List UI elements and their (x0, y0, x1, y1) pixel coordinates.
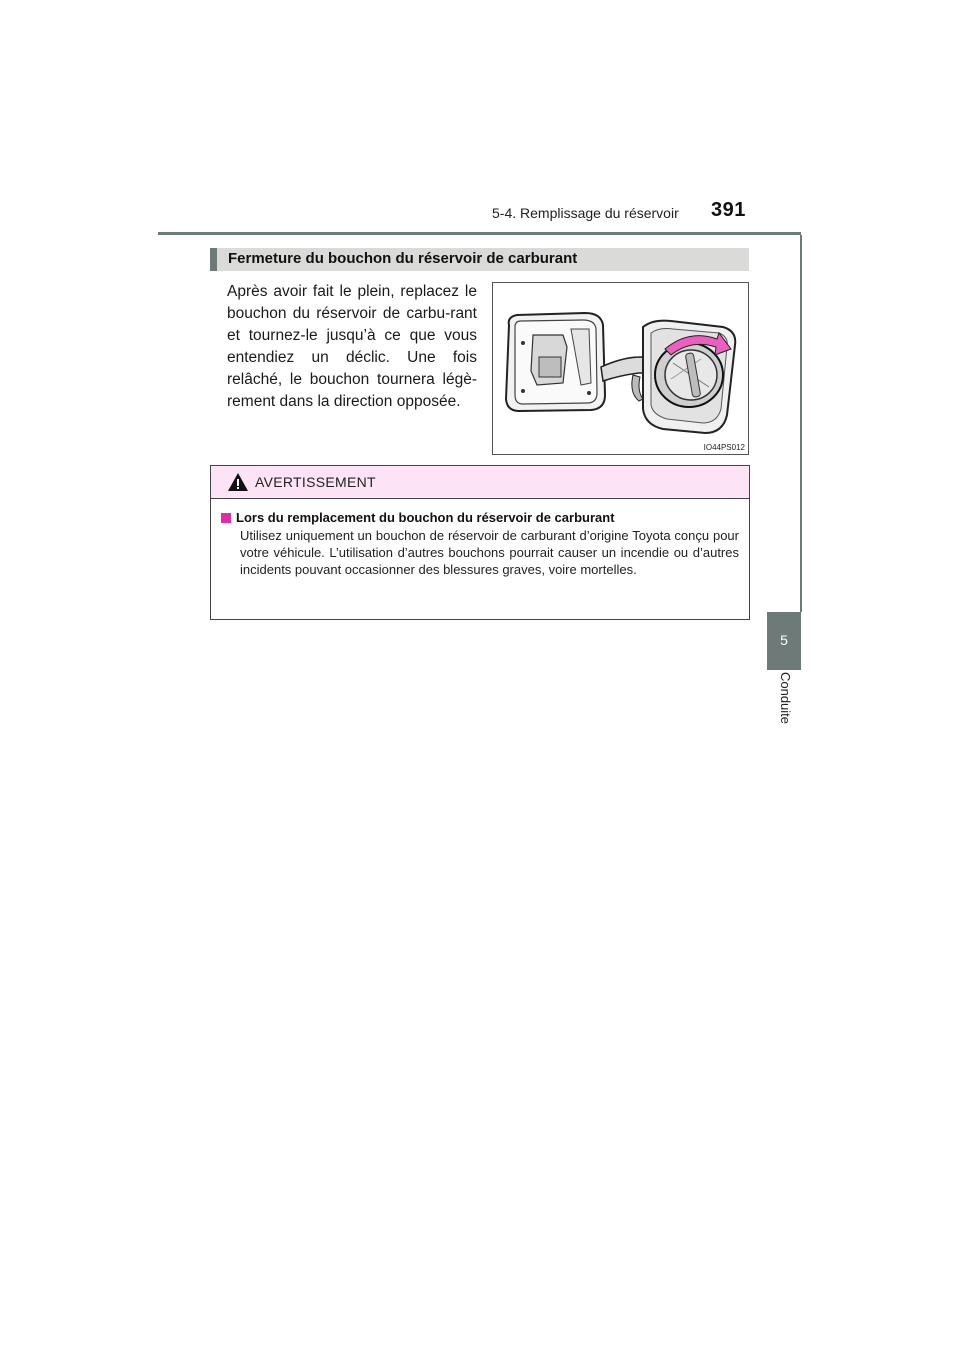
figure-code: IO44PS012 (703, 443, 745, 452)
fuel-cap (655, 343, 723, 407)
warning-item-title-row (221, 510, 615, 525)
warning-item-text: Utilisez uniquement un bouchon de réservoir de carburant d’origine Toyota conçu pour votre véhicule. L’utilisation d’autres bouchons pourrait causer un incendie ou d’autres incidents pouvant occasionner des blessures graves, voire mortelles. (240, 528, 739, 577)
section-heading-text: Fermeture du bouchon du réservoir de carburant (228, 250, 578, 267)
warning-item-title: Lors du remplacement du bouchon du réservoir de carburant (236, 510, 615, 525)
warning-header (211, 466, 749, 499)
page-number: 391 (711, 199, 746, 221)
chapter-label: Conduite (778, 671, 793, 725)
header-rule (158, 232, 801, 235)
section-heading-accent (210, 248, 217, 271)
chapter-number: 5 (780, 632, 788, 648)
header-section-title: 5-4. Remplissage du réservoir (492, 205, 679, 221)
warning-triangle-icon (227, 472, 249, 492)
fuel-door-illustration (493, 283, 748, 454)
fuel-door-panel (506, 313, 605, 411)
section-heading (210, 248, 749, 271)
warning-box (210, 465, 750, 620)
warning-bullet-square (221, 513, 231, 523)
section-body-text: Après avoir fait le plein, replacez le bouchon du réservoir de carbu-rant et tournez-le jusqu’à ce que vous entendiez un déclic. Une fois relâché, le bouchon tournera légè-rement dans la direction opposée. (227, 283, 477, 410)
side-rule (800, 235, 802, 612)
fuel-cap-figure (492, 282, 749, 455)
warning-title: AVERTISSEMENT (255, 474, 376, 490)
